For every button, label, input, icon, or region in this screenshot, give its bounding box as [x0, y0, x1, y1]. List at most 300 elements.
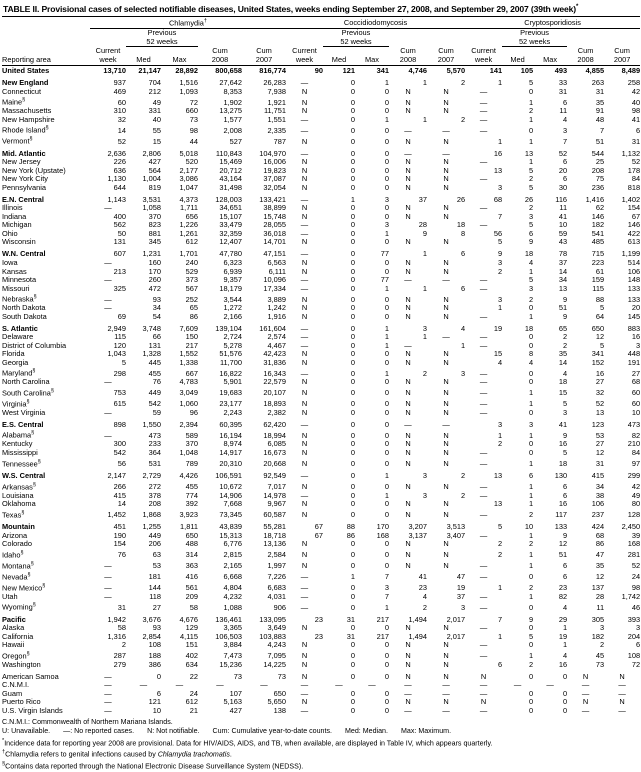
row-value-cell: 2 — [528, 294, 534, 304]
row-value-cell: 60 — [631, 399, 641, 409]
row-value-cell: 6 — [562, 157, 568, 167]
row-value-cell: 667 — [185, 368, 198, 378]
row-value-cell: 47,780 — [219, 249, 242, 259]
row-value-cell: 13 — [524, 148, 534, 158]
row-value-cell: 130 — [554, 470, 568, 480]
row-value-cell: 252 — [185, 294, 198, 304]
row-value-cell: N — [443, 106, 449, 116]
row-value-cell: 4 — [562, 651, 568, 661]
row-value-cell: 52 — [631, 561, 641, 571]
row-value-cell: — — [104, 294, 112, 304]
row-value-cell: 0 — [350, 86, 355, 96]
row-value-cell: N — [405, 651, 411, 661]
row-value-cell: — — [479, 651, 488, 661]
table-row — [2, 146, 640, 158]
row-value-cell: 0 — [384, 182, 389, 192]
row-value-cell: N — [443, 266, 449, 276]
row-area-label: Iowa — [2, 257, 18, 267]
row-value-cell: 41 — [558, 211, 568, 221]
row-value-cell: 0 — [384, 561, 389, 571]
row-value-cell: 139,104 — [215, 323, 242, 333]
row-value-cell: 1 — [528, 311, 534, 321]
table-row — [2, 124, 640, 135]
row-value-cell: 51,576 — [219, 349, 242, 359]
table-row — [2, 633, 640, 642]
row-value-cell: 9 — [562, 311, 568, 321]
row-value-cell: — — [442, 332, 450, 342]
row-value-cell: 206 — [148, 539, 161, 549]
row-value-cell: 0 — [350, 357, 355, 367]
row-value-cell: 0 — [384, 688, 389, 698]
row-value-cell: 0 — [384, 174, 389, 184]
row-value-cell: 22 — [189, 671, 198, 681]
table-row — [2, 449, 640, 458]
table-row — [2, 367, 640, 378]
row-value-cell: 298 — [113, 368, 126, 378]
row-value-cell: 0 — [350, 659, 355, 669]
row-value-cell: 0 — [528, 706, 534, 716]
row-value-cell: 5 — [528, 631, 534, 641]
row-value-cell: N — [405, 510, 411, 520]
row-value-cell: 65 — [558, 323, 568, 333]
row-value-cell: 3 — [460, 368, 466, 378]
row-value-cell: 86 — [595, 539, 605, 549]
row-value-cell: 0 — [384, 659, 389, 669]
row-value-cell: 341 — [376, 66, 389, 76]
row-value-cell: 445 — [148, 357, 161, 367]
row-value-cell: 3,748 — [142, 323, 161, 333]
table-row — [2, 65, 640, 76]
row-value-cell: 5,570 — [446, 66, 466, 76]
row-value-cell: 1 — [497, 78, 503, 87]
table-row — [2, 641, 640, 650]
row-value-cell: 1,130 — [107, 174, 126, 184]
row-value-cell: — — [104, 572, 112, 582]
row-value-cell: — — [300, 114, 309, 124]
row-value-cell: 49 — [631, 490, 641, 500]
row-value-cell: 0 — [350, 249, 355, 259]
row-value-cell: N — [443, 357, 449, 367]
table-row — [2, 293, 640, 304]
row-value-cell: 66 — [152, 332, 161, 342]
row-value-cell: 0 — [350, 550, 355, 560]
table-row — [2, 213, 640, 222]
row-value-cell: 27 — [631, 368, 641, 378]
row-value-cell: 260 — [148, 275, 161, 285]
row-value-cell: 213 — [113, 266, 126, 276]
row-value-cell: 0 — [528, 340, 534, 350]
row-value-cell: 4 — [497, 357, 503, 367]
row-value-cell: 53 — [152, 561, 161, 571]
row-value-cell: 15 — [152, 136, 161, 146]
row-value-cell: 237 — [591, 510, 605, 520]
row-value-cell: 0 — [384, 539, 389, 549]
row-value-cell: N — [301, 294, 308, 304]
row-value-cell: 97 — [631, 459, 641, 469]
table-row — [2, 342, 640, 351]
row-value-cell: 542 — [113, 448, 126, 458]
row-value-cell: — — [479, 311, 488, 321]
row-value-cell: 6 — [562, 174, 568, 184]
row-value-cell: N — [405, 623, 411, 633]
row-value-cell: — — [618, 688, 626, 698]
row-value-cell: — — [216, 680, 224, 690]
col-cum2007-cocci: 2007 — [437, 55, 455, 65]
row-value-cell: 715 — [591, 249, 605, 259]
row-value-cell: 4,426 — [179, 470, 198, 480]
row-value-cell: 0 — [350, 399, 355, 409]
row-value-cell: — — [300, 368, 309, 378]
row-area-label: Arkansas§ — [2, 481, 36, 491]
row-value-cell: 37 — [558, 257, 568, 267]
table-row — [2, 268, 640, 277]
row-area-label: Ohio — [2, 228, 18, 238]
row-value-cell: N — [443, 294, 449, 304]
row-value-cell: 0 — [350, 136, 355, 146]
row-value-cell: 5,901 — [223, 377, 242, 387]
row-value-cell: 128 — [627, 510, 641, 520]
table-row — [2, 458, 640, 469]
row-area-label: Texas§ — [2, 509, 25, 520]
row-value-cell: 1 — [422, 249, 427, 259]
row-value-cell: — — [479, 86, 488, 96]
row-area-label: Idaho§ — [2, 549, 24, 560]
row-area-label: Maryland§ — [2, 368, 36, 378]
row-value-cell: 90 — [314, 66, 323, 76]
row-value-cell: 1 — [528, 550, 534, 560]
table-row — [2, 582, 640, 593]
row-value-cell: 3 — [528, 419, 534, 429]
row-value-cell: 0 — [350, 157, 355, 167]
row-value-cell: 1 — [384, 332, 389, 342]
row-area-label: E.N. Central — [2, 194, 44, 204]
table-row — [2, 304, 640, 313]
row-value-cell: 18 — [524, 323, 534, 333]
row-value-cell: 2,806 — [142, 148, 161, 158]
table-row — [2, 158, 640, 167]
row-value-cell: N — [443, 97, 449, 107]
row-value-cell: 6,111 — [268, 266, 286, 276]
row-value-cell: 13 — [493, 499, 503, 509]
row-value-cell: N — [443, 659, 449, 669]
row-value-cell: 0 — [350, 651, 355, 661]
row-value-cell: 6,668 — [223, 572, 242, 582]
row-value-cell: 96 — [189, 407, 198, 417]
row-value-cell: 38,899 — [263, 203, 286, 213]
table-row — [2, 221, 640, 230]
row-value-cell: 0 — [384, 106, 389, 116]
row-value-cell: 15,748 — [263, 211, 286, 221]
row-value-cell: — — [300, 572, 309, 582]
row-value-cell: 10,096 — [263, 275, 286, 285]
row-value-cell: 145 — [627, 311, 641, 321]
col-week-crypto: week — [474, 55, 493, 65]
previous-label-coccidiodomycosis: Previous 52 weeks — [323, 29, 389, 47]
row-value-cell: 310 — [113, 106, 126, 116]
row-value-cell: 6,085 — [267, 439, 286, 449]
col-cum2007-chlamydia-top: Cum — [256, 46, 272, 56]
row-value-cell: 607 — [113, 249, 126, 259]
row-value-cell: 160 — [148, 257, 161, 267]
row-value-cell: 2 — [497, 439, 503, 449]
col-reporting-area: Reporting area — [2, 55, 51, 65]
row-value-cell: — — [104, 303, 112, 313]
row-value-cell: 1,494 — [408, 631, 427, 641]
row-value-cell: 60,587 — [263, 510, 286, 520]
row-value-cell: — — [300, 78, 309, 87]
row-value-cell: 5 — [528, 275, 534, 285]
row-value-cell: 6 — [460, 249, 466, 259]
row-value-cell: 636 — [113, 165, 126, 175]
row-value-cell: 0 — [384, 257, 389, 267]
row-value-cell: 7 — [497, 211, 503, 221]
row-value-cell: 168 — [376, 530, 389, 540]
row-value-cell: 106 — [591, 499, 605, 509]
row-value-cell: 223 — [591, 257, 605, 267]
row-value-cell: — — [404, 275, 412, 285]
row-value-cell: 77 — [380, 249, 389, 259]
row-value-cell: 152 — [591, 357, 605, 367]
row-value-cell: 416 — [185, 572, 198, 582]
row-value-cell: 1,711 — [180, 203, 198, 213]
table-row — [2, 204, 640, 213]
row-value-cell: 13 — [493, 470, 503, 480]
row-value-cell: 0 — [528, 697, 534, 707]
table-row — [2, 481, 640, 492]
row-value-cell: — — [479, 114, 488, 124]
row-value-cell: 6 — [562, 97, 568, 107]
row-value-cell: 5 — [599, 303, 605, 313]
row-value-cell: 131 — [113, 237, 126, 247]
row-value-cell: 27,642 — [219, 78, 242, 87]
row-value-cell: 28 — [595, 591, 605, 601]
row-value-cell: 314 — [185, 550, 198, 560]
row-value-cell: 190 — [113, 530, 126, 540]
row-value-cell: N — [301, 266, 308, 276]
row-value-cell: 0 — [384, 148, 389, 158]
row-value-cell: 531 — [148, 459, 161, 469]
row-value-cell: N — [301, 237, 308, 247]
row-value-cell: 0 — [350, 182, 355, 192]
row-value-cell: 0 — [384, 311, 389, 321]
row-area-label: Wyoming§ — [2, 602, 36, 612]
row-value-cell: 0 — [350, 203, 355, 213]
row-value-cell: 449 — [148, 388, 161, 398]
row-value-cell: 181 — [148, 572, 161, 582]
row-value-cell: 23 — [314, 614, 323, 624]
row-value-cell: 8,353 — [223, 86, 242, 96]
row-value-cell: 660 — [185, 106, 198, 116]
row-area-label: Washington — [2, 659, 41, 669]
row-value-cell: N — [405, 303, 411, 313]
row-value-cell: 0 — [384, 671, 389, 681]
row-value-cell: 104,970 — [259, 148, 286, 158]
row-value-cell: 7,938 — [267, 86, 286, 96]
row-value-cell: 0 — [528, 671, 534, 681]
row-value-cell: 634 — [185, 659, 198, 669]
row-value-cell: 16 — [558, 659, 568, 669]
row-value-cell: — — [300, 340, 309, 350]
row-value-cell: — — [300, 220, 309, 230]
row-value-cell: 31,498 — [219, 182, 242, 192]
row-value-cell: 4 — [460, 323, 466, 333]
row-value-cell: 37 — [456, 591, 466, 601]
row-value-cell: — — [479, 706, 488, 716]
row-value-cell: 24 — [631, 572, 641, 582]
col-med-chlamydia: Med — [136, 55, 151, 65]
row-value-cell: 16 — [493, 148, 503, 158]
row-value-cell: 16,343 — [263, 368, 286, 378]
row-value-cell: 644 — [113, 182, 126, 192]
row-value-cell: 226 — [113, 157, 126, 167]
row-value-cell: 3,407 — [446, 530, 466, 540]
row-area-label: New York City — [2, 174, 49, 184]
row-area-label: S. Atlantic — [2, 323, 38, 333]
row-value-cell: 14 — [558, 357, 568, 367]
row-value-cell: N — [443, 349, 449, 359]
row-value-cell: 52 — [631, 157, 641, 167]
row-value-cell: — — [479, 174, 488, 184]
row-value-cell: 31 — [117, 602, 126, 612]
previous-label-chlamydia: Previous 52 weeks — [126, 29, 198, 47]
row-value-cell: 0 — [528, 602, 534, 612]
row-value-cell: 2,147 — [107, 470, 126, 480]
col-cum2007-cocci-top: Cum — [438, 46, 454, 56]
row-value-cell: 0 — [350, 368, 355, 378]
row-value-cell: N — [405, 311, 411, 321]
row-value-cell: 0 — [350, 257, 355, 267]
row-value-cell: 0 — [384, 125, 389, 135]
row-value-cell: 23 — [418, 583, 427, 593]
row-value-cell: 2,017 — [446, 614, 466, 624]
row-value-cell: 1,272 — [223, 303, 242, 313]
row-value-cell: — — [479, 125, 488, 135]
row-value-cell: 415 — [113, 490, 126, 500]
table-row — [2, 192, 640, 204]
row-value-cell: 1,997 — [267, 561, 286, 571]
row-value-cell: 68 — [631, 377, 641, 387]
row-value-cell: N — [405, 459, 411, 469]
row-value-cell: — — [442, 706, 450, 716]
row-value-cell: 2,382 — [267, 407, 286, 417]
row-value-cell: — — [300, 332, 309, 342]
row-value-cell: 9,357 — [223, 275, 242, 285]
row-value-cell: 136,461 — [215, 614, 242, 624]
row-value-cell: 115 — [114, 332, 126, 342]
row-value-cell: — — [104, 407, 112, 417]
table-row — [2, 669, 640, 681]
row-value-cell: 0 — [384, 651, 389, 661]
table-row — [2, 333, 640, 342]
table-row — [2, 175, 640, 184]
row-value-cell: 19,683 — [219, 388, 242, 398]
row-area-label: New Mexico§ — [2, 582, 46, 593]
row-value-cell: — — [479, 220, 488, 230]
row-area-label: New Hampshire — [2, 114, 55, 124]
row-value-cell: 49 — [152, 97, 161, 107]
row-value-cell: 36,018 — [263, 228, 286, 238]
row-value-cell: 37,087 — [263, 174, 286, 184]
row-value-cell: 704 — [148, 78, 161, 87]
footnote-legend — [2, 727, 639, 736]
row-value-cell: 4,243 — [267, 640, 286, 650]
row-value-cell: 0 — [350, 148, 355, 158]
row-value-cell: N — [301, 439, 308, 449]
row-value-cell: N — [405, 174, 411, 184]
table-row — [2, 378, 640, 387]
row-value-cell: 345 — [148, 237, 161, 247]
row-value-cell: 76 — [117, 550, 126, 560]
row-value-cell: N — [405, 165, 411, 175]
row-value-cell: 34 — [152, 303, 161, 313]
row-value-cell: 0 — [384, 303, 389, 313]
row-value-cell: 650 — [591, 323, 605, 333]
row-value-cell: 3 — [562, 125, 568, 135]
row-value-cell: 13,275 — [219, 106, 242, 116]
row-value-cell: N — [405, 659, 411, 669]
row-value-cell: 7,226 — [267, 572, 286, 582]
row-value-cell: 0 — [562, 688, 568, 698]
row-value-cell: 43 — [558, 237, 568, 247]
row-area-label: Wisconsin — [2, 237, 36, 247]
table-row — [2, 593, 640, 602]
row-value-cell: 54 — [152, 311, 161, 321]
row-value-cell: 35 — [595, 561, 605, 571]
row-value-cell: 1 — [384, 470, 389, 480]
disease-group-coccidiodomycosis: Coccidiodomycosis — [286, 16, 465, 29]
row-value-cell: 3 — [635, 340, 641, 350]
row-value-cell: 1,416 — [585, 194, 605, 204]
row-value-cell: 5 — [528, 165, 534, 175]
row-value-cell: 881 — [148, 228, 161, 238]
row-area-label: Oregon§ — [2, 650, 30, 661]
row-value-cell: 217 — [185, 340, 198, 350]
row-area-label: Colorado — [2, 539, 32, 549]
row-value-cell: N — [443, 86, 449, 96]
row-value-cell: 18 — [558, 377, 568, 387]
row-value-cell: 386 — [148, 659, 161, 669]
row-value-cell: — — [300, 583, 309, 593]
row-value-cell: 542 — [148, 399, 161, 409]
row-value-cell: N — [301, 659, 308, 669]
row-value-cell: 67 — [314, 530, 323, 540]
row-value-cell: 0 — [384, 459, 389, 469]
row-value-cell: 1 — [528, 136, 534, 146]
row-value-cell: 3 — [497, 294, 503, 304]
col-cum2008-cocci-top: Cum — [400, 46, 416, 56]
row-value-cell: N — [443, 165, 449, 175]
row-value-cell: 64 — [595, 311, 605, 321]
row-value-cell: N — [443, 237, 449, 247]
row-value-cell: 0 — [384, 640, 389, 650]
row-value-cell: N — [301, 651, 308, 661]
row-value-cell: N — [301, 697, 308, 707]
row-area-label: New York (Upstate) — [2, 165, 66, 175]
row-value-cell: 299 — [627, 470, 641, 480]
row-value-cell: 529 — [185, 266, 198, 276]
row-value-cell: N — [405, 539, 411, 549]
row-value-cell: 4,115 — [180, 631, 198, 641]
row-value-cell: 131 — [148, 340, 161, 350]
row-value-cell: 12 — [595, 332, 605, 342]
table-row — [2, 359, 640, 368]
row-value-cell: 1 — [384, 283, 389, 293]
row-area-label: Kentucky — [2, 439, 33, 449]
table-row — [2, 238, 640, 247]
row-value-cell: 1,916 — [267, 311, 286, 321]
row-value-cell: 1 — [528, 482, 534, 491]
row-value-cell: 3 — [384, 583, 389, 593]
